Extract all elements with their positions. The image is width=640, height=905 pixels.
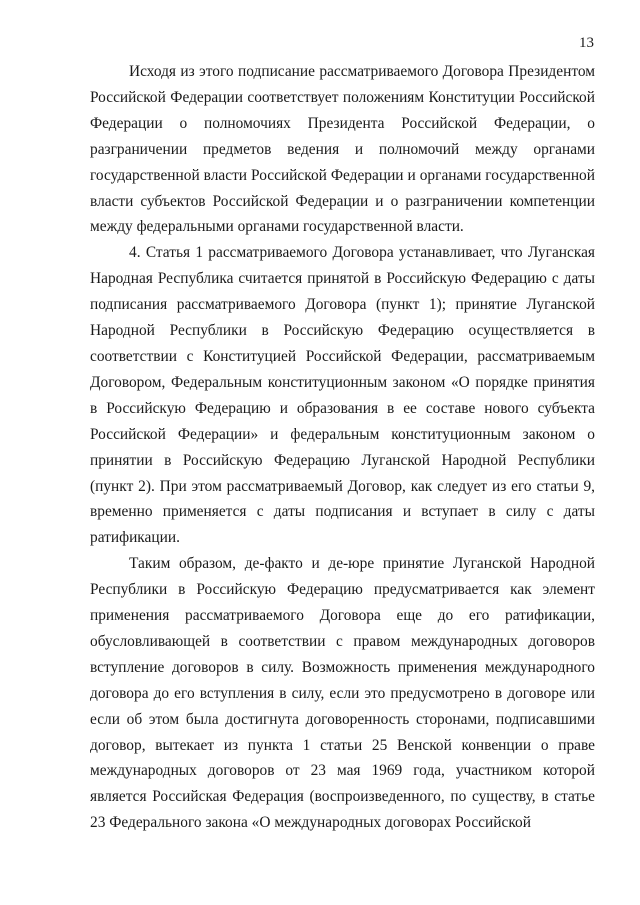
paragraph-article-1: 4. Статья 1 рассматриваемого Договора устанавливает, что Луганская Народная Республика считается принятой в Российскую Федерацию с даты подписания рассматриваемого Договора (пункт 1); принятие Луганской Народной Республики в Российскую Федерацию осуществляется в соответствии с Конституцией Российской Федерации, рассматриваемым Договором, Федеральным конституционным законом «О порядке принятия в Российскую Федерацию и образования в ее составе нового субъекта Российской Федерации» и федеральным конституционным законом о принятии в Российскую Федерацию Луганской Народной Республики (пункт 2). При этом рассматриваемый Договор, как следует из его статьи 9, временно применяется с даты подписания и вступает в силу с даты ратификации.: [90, 244, 595, 547]
paragraph-de-facto: Таким образом, де-факто и де-юре принятие Луганской Народной Республики в Российскую Федерацию предусматривается как элемент применения рассматриваемого Договора еще до его ратификации, обусловливающей в соответствии с правом международных договоров вступление договоров в силу. Возможность применения международного договора до его вступления в силу, если это предусмотрено в договоре или если об этом была достигнута договоренность сторонами, подписавшими договор, вытекает из пункта 1 статьи 25 Венской конвенции о праве международных договоров от 23 мая 1969 года, участником которой является Российская Федерация (воспроизведенного, по существу, в статье 23 Федерального закона «О международных договорах Российской: [90, 555, 595, 832]
paragraph-president-signing: Исходя из этого подписание рассматриваемого Договора Президентом Российской Федерации соответствует положениям Конституции Российской Федерации о полномочиях Президента Российской Федерации, о разграничении предметов ведения и полномочий между органами государственной власти Российской Федерации и органами государственной власти субъектов Российской Федерации и о разграничении компетенции между федеральными органами государственной власти.: [90, 63, 595, 236]
page-number: 13: [579, 35, 594, 51]
document-body: [90, 59, 595, 836]
